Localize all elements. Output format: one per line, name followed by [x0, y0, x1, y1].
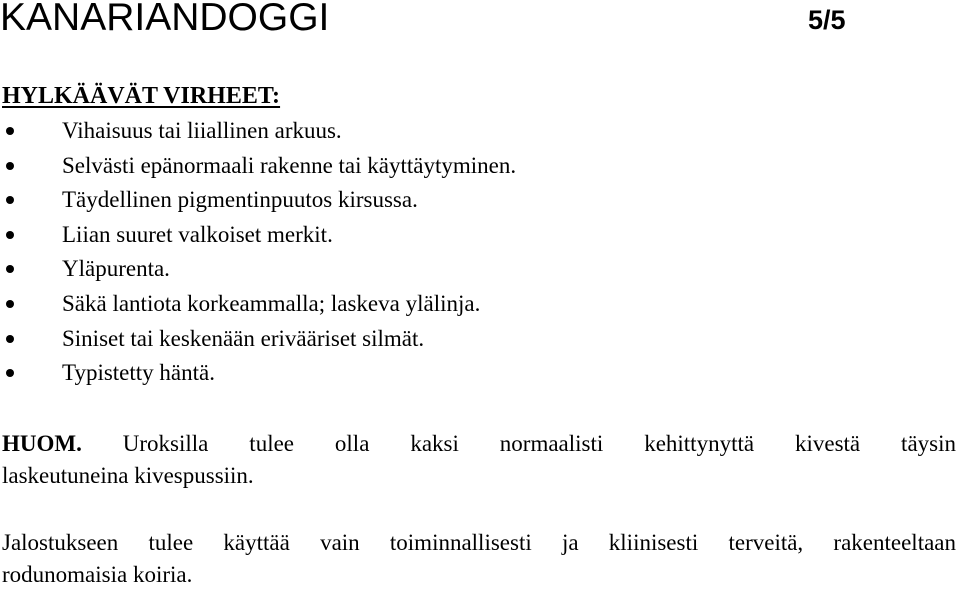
list-item-text: Siniset tai keskenään erivääriset silmät.: [62, 325, 425, 351]
bullet-icon: [6, 162, 14, 170]
list-item-text: Vihaisuus tai liiallinen arkuus.: [62, 118, 342, 143]
note-paragraph: [2, 428, 956, 492]
breeding-paragraph: [2, 527, 956, 591]
list-item-text: Liian suuret valkoiset merkit.: [62, 221, 333, 247]
note-text-1: Uroksilla tulee olla kaksi normaalisti kehittynyttä kivestä täysin: [122, 431, 956, 456]
list-item-text: Säkä lantiota korkeammalla; laskeva ylälinja.: [62, 290, 481, 316]
note-text-2: laskeutuneina kivespussiin.: [2, 463, 254, 488]
breed-title: KANARIANDOGGI: [0, 0, 330, 39]
list-item-text: Täydellinen pigmentinpuutos kirsussa.: [62, 187, 418, 213]
list-item-text: Selvästi epänormaali rakenne tai käyttäytyminen.: [62, 152, 517, 178]
bullet-icon: [6, 335, 14, 343]
note-line-1: [2, 428, 956, 460]
bullet-icon: [6, 127, 14, 135]
breeding-text-2: rodunomaisia koiria.: [2, 562, 193, 587]
disqualifying-faults-heading: HYLKÄÄVÄT VIRHEET:: [2, 83, 281, 109]
note-label: HUOM.: [2, 431, 82, 456]
bullet-icon: [6, 196, 14, 204]
list-item-text: Yläpurenta.: [62, 256, 170, 282]
bullet-icon: [6, 369, 14, 377]
bullet-icon: [6, 265, 14, 273]
bullet-icon: [6, 231, 14, 239]
list-item-text: Typistetty häntä.: [62, 360, 215, 386]
page-number: 5/5: [808, 5, 846, 35]
bullet-icon: [6, 300, 14, 308]
breeding-text-1: Jalostukseen tulee käyttää vain toiminnallisesti ja kliinisesti terveitä, rakenteeltaan: [2, 530, 956, 555]
